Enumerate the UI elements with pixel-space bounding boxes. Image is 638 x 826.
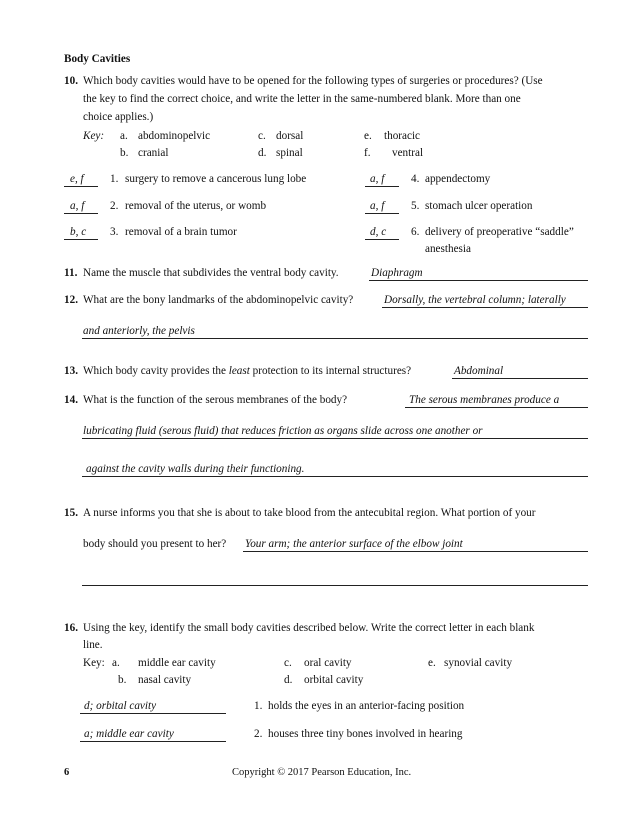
question-text: What are the bony landmarks of the abdominopelvic cavity? xyxy=(83,294,354,306)
item-number: 1. xyxy=(110,173,119,185)
key-letter: b. xyxy=(120,147,129,159)
question-text: the key to find the correct choice, and write the letter in the same-numbered blank. More than one xyxy=(83,93,521,105)
question-number: 16. xyxy=(64,622,78,634)
key-letter: d. xyxy=(284,674,293,686)
answer-text: Abdominal xyxy=(454,365,504,377)
answer-line xyxy=(405,407,588,408)
question-number: 10. xyxy=(64,75,78,87)
answer-text: b, c xyxy=(70,226,87,238)
key-label: Key: xyxy=(83,657,105,669)
answer-text: lubricating fluid (serous fluid) that reduces friction as organs slide across one another or xyxy=(83,425,483,437)
key-text: orbital cavity xyxy=(304,674,364,686)
copyright-text: Copyright © 2017 Pearson Education, Inc. xyxy=(232,767,412,778)
key-text: dorsal xyxy=(276,130,304,142)
section-title: Body Cavities xyxy=(64,53,131,65)
question-number: 15. xyxy=(64,507,78,519)
answer-text: e, f xyxy=(70,173,84,185)
question-number: 14. xyxy=(64,394,78,406)
answer-text: Dorsally, the vertebral column; laterally xyxy=(384,294,566,306)
key-text: middle ear cavity xyxy=(138,657,216,669)
item-text: houses three tiny bones involved in hearing xyxy=(268,728,463,740)
answer-line xyxy=(82,338,588,339)
key-letter: e. xyxy=(428,657,436,669)
question-text: Which body cavity provides the least protection to its internal structures? xyxy=(83,365,412,377)
item-number: 2. xyxy=(254,728,263,740)
item-text: removal of a brain tumor xyxy=(125,226,237,238)
question-text: line. xyxy=(83,639,103,651)
key-text: oral cavity xyxy=(304,657,352,669)
item-number: 4. xyxy=(411,173,420,185)
answer-text: Your arm; the anterior surface of the elbow joint xyxy=(245,538,463,550)
key-text: cranial xyxy=(138,147,169,159)
item-text: removal of the uterus, or womb xyxy=(125,200,267,212)
key-letter: a. xyxy=(112,657,120,669)
key-letter: a. xyxy=(120,130,128,142)
item-text: anesthesia xyxy=(425,243,471,255)
answer-blank xyxy=(80,741,226,742)
key-letter: b. xyxy=(118,674,127,686)
item-number: 5. xyxy=(411,200,420,212)
question-text: A nurse informs you that she is about to take blood from the antecubital region. What portion of your xyxy=(83,507,536,519)
answer-text: d, c xyxy=(370,226,387,238)
answer-blank xyxy=(365,213,399,214)
item-number: 1. xyxy=(254,700,263,712)
question-text: Which body cavities would have to be opened for the following types of surgeries or procedures? (Use xyxy=(83,75,543,87)
answer-text: The serous membranes produce a xyxy=(409,394,560,406)
key-text: thoracic xyxy=(384,130,421,142)
answer-blank xyxy=(80,713,226,714)
item-text: delivery of preoperative “saddle” xyxy=(425,226,574,238)
answer-text: d; orbital cavity xyxy=(84,700,157,712)
key-text: nasal cavity xyxy=(138,674,192,686)
emphasis-text: least xyxy=(228,365,250,377)
item-number: 3. xyxy=(110,226,119,238)
key-letter: c. xyxy=(284,657,292,669)
answer-line xyxy=(369,280,588,281)
key-letter: c. xyxy=(258,130,266,142)
answer-text: a, f xyxy=(370,200,385,212)
answer-text: Diaphragm xyxy=(371,267,423,279)
question-number: 13. xyxy=(64,365,78,377)
item-text: stomach ulcer operation xyxy=(425,200,533,212)
answer-text: a, f xyxy=(70,200,85,212)
question-number: 12. xyxy=(64,294,78,306)
key-text: abdominopelvic xyxy=(138,130,211,142)
question-text: choice applies.) xyxy=(83,111,154,123)
answer-line xyxy=(452,378,588,379)
answer-line xyxy=(243,551,588,552)
answer-line xyxy=(82,438,588,439)
key-letter: f. xyxy=(364,147,371,159)
answer-text: a; middle ear cavity xyxy=(84,728,174,740)
answer-line xyxy=(82,585,588,586)
key-label: Key: xyxy=(83,130,105,142)
key-text: ventral xyxy=(392,147,424,159)
question-text: Using the key, identify the small body cavities described below. Write the correct letter in each blank xyxy=(83,622,535,634)
key-text: synovial cavity xyxy=(444,657,513,669)
answer-blank xyxy=(64,213,98,214)
answer-text: against the cavity walls during their functioning. xyxy=(86,463,305,475)
item-text: surgery to remove a cancerous lung lobe xyxy=(125,173,307,185)
item-text: appendectomy xyxy=(425,173,491,185)
answer-blank xyxy=(64,186,98,187)
page-number: 6 xyxy=(64,767,70,778)
answer-line xyxy=(82,476,588,477)
answer-text: and anteriorly, the pelvis xyxy=(83,325,195,337)
item-number: 2. xyxy=(110,200,119,212)
item-text: holds the eyes in an anterior-facing position xyxy=(268,700,465,712)
key-letter: e. xyxy=(364,130,372,142)
question-text: body should you present to her? xyxy=(83,538,227,550)
answer-blank xyxy=(365,186,399,187)
answer-blank xyxy=(365,239,399,240)
item-number: 6. xyxy=(411,226,420,238)
answer-blank xyxy=(64,239,98,240)
key-text: spinal xyxy=(276,147,303,159)
key-letter: d. xyxy=(258,147,267,159)
question-text: Name the muscle that subdivides the ventral body cavity. xyxy=(83,267,339,279)
answer-line xyxy=(382,307,588,308)
question-number: 11. xyxy=(64,267,78,279)
answer-text: a, f xyxy=(370,173,385,185)
question-text: What is the function of the serous membranes of the body? xyxy=(83,394,348,406)
